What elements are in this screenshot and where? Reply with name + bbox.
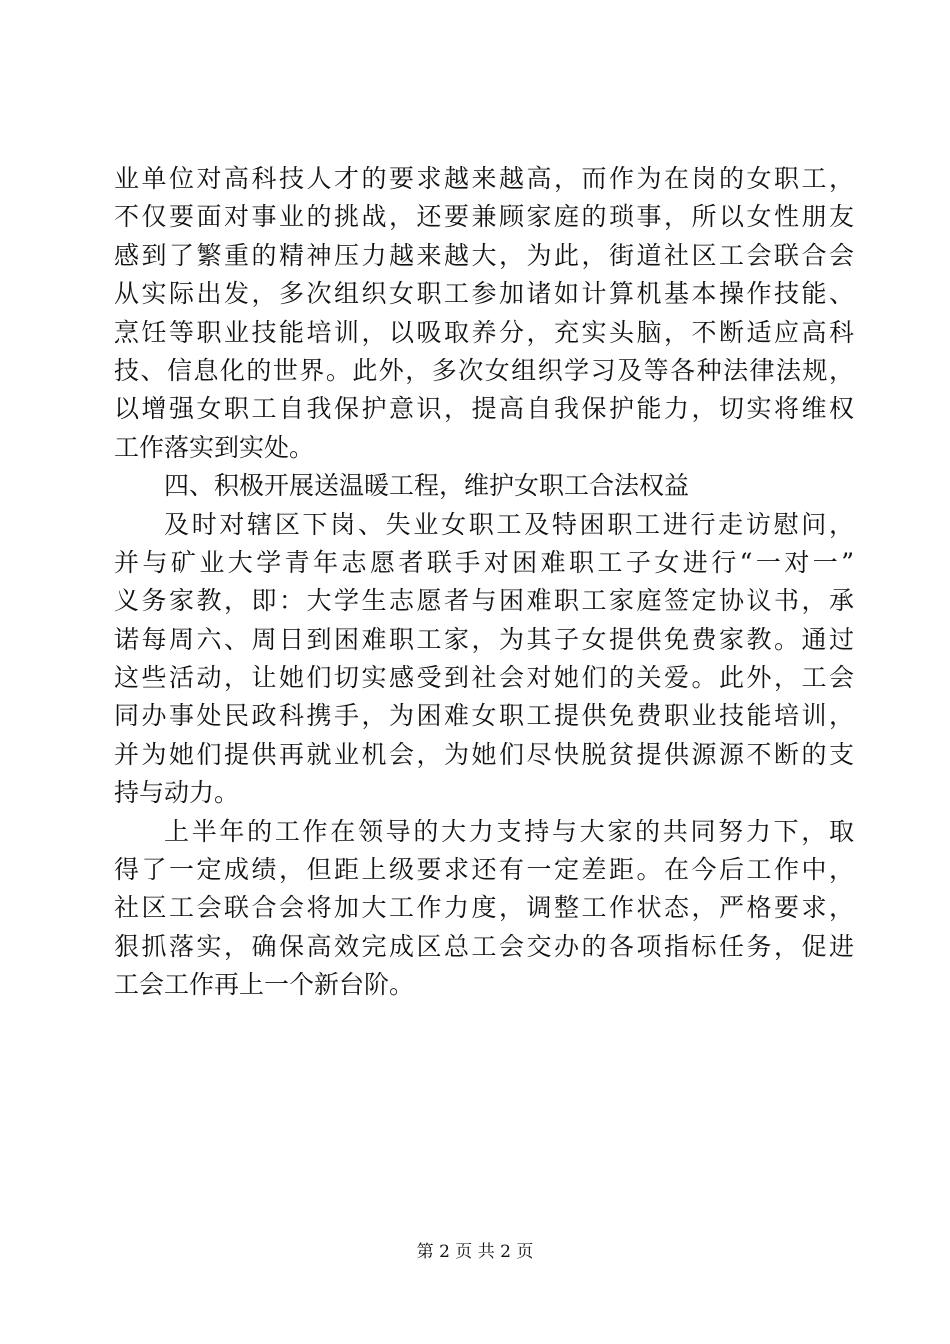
text-line: 同办事处民政科携手，为困难女职工提供免费职业技能培训， xyxy=(114,701,854,731)
text-line: 烹饪等职业技能培训，以吸取养分，充实头脑，不断适应高科 xyxy=(114,317,854,347)
text-line: 工作落实到实处。 xyxy=(114,432,315,462)
paragraph-1 xyxy=(114,160,854,467)
text-line: 以增强女职工自我保护意识，提高自我保护能力，切实将维权 xyxy=(114,394,854,424)
text-line: 义务家教，即：大学生志愿者与困难职工家庭签定协议书，承 xyxy=(114,586,854,616)
text-line: 得了一定成绩，但距上级要求还有一定差距。在今后工作中， xyxy=(114,855,854,885)
text-line: 及时对辖区下岗、失业女职工及特困职工进行走访慰问， xyxy=(164,509,854,539)
text-line: 感到了繁重的精神压力越来越大，为此，街道社区工会联合会 xyxy=(114,240,854,270)
heading-text: 四、积极开展送温暖工程，维护女职工合法权益 xyxy=(164,471,690,501)
text-line: 上半年的工作在领导的大力支持与大家的共同努力下，取 xyxy=(164,816,854,846)
text-line: 诺每周六、周日到困难职工家，为其子女提供免费家教。通过 xyxy=(114,624,854,654)
text-line: 从实际出发，多次组织女职工参加诸如计算机基本操作技能、 xyxy=(114,279,854,309)
text-line: 技、信息化的世界。此外，多次女组织学习及等各种法律法规， xyxy=(114,355,854,385)
document-body xyxy=(114,160,854,1005)
text-line: 并与矿业大学青年志愿者联手对困难职工子女进行“一对一” xyxy=(114,547,854,577)
text-line: 业单位对高科技人才的要求越来越高，而作为在岗的女职工， xyxy=(114,164,854,193)
text-line: 不仅要面对事业的挑战，还要兼顾家庭的琐事，所以女性朋友 xyxy=(114,202,854,232)
page-footer xyxy=(0,1240,950,1264)
section-heading-4 xyxy=(114,467,854,505)
text-line: 狠抓落实，确保高效完成区总工会交办的各项指标任务，促进 xyxy=(114,931,854,961)
page-number-label: 第 2 页 共 2 页 xyxy=(416,1242,534,1262)
text-line: 工会工作再上一个新台阶。 xyxy=(114,970,415,1000)
text-line: 并为她们提供再就业机会，为她们尽快脱贫提供源源不断的支 xyxy=(114,739,854,769)
text-line: 这些活动，让她们切实感受到社会对她们的关爱。此外，工会 xyxy=(114,663,854,693)
text-line: 持与动力。 xyxy=(114,778,240,808)
paragraph-2 xyxy=(114,506,854,813)
text-line: 社区工会联合会将加大工作力度，调整工作状态，严格要求， xyxy=(114,893,854,923)
paragraph-3 xyxy=(114,813,854,1005)
